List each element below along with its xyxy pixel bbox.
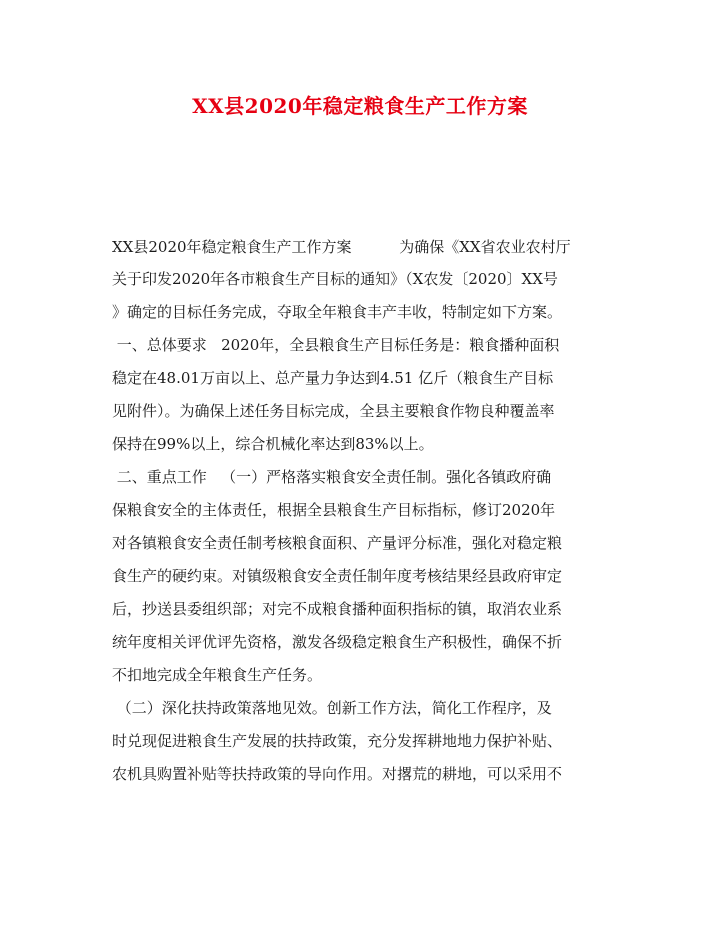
body-line: 时兑现促进粮食生产发展的扶持政策，充分发挥耕地地力保护补贴、 (112, 732, 563, 750)
document-title: XX县2020年稳定粮食生产工作方案 (192, 94, 528, 118)
body-line: 一、总体要求 2020年，全县粮食生产目标任务是：粮食播种面积 (112, 336, 560, 354)
body-line: 统年度相关评优评先资格，激发各级稳定粮食生产积极性，确保不折 (112, 633, 563, 651)
body-line: 二、重点工作 （一）严格落实粮食安全责任制。强化各镇政府确 (112, 468, 552, 486)
body-line: 农机具购置补贴等扶持政策的导向作用。对撂荒的耕地，可以采用不 (112, 765, 563, 783)
body-line: 后，抄送县委组织部；对完不成粮食播种面积指标的镇，取消农业系 (112, 600, 563, 618)
body-line: 》确定的目标任务完成，夺取全年粮食丰产丰收，特制定如下方案。 (112, 303, 563, 321)
body-line: 保持在99%以上，综合机械化率达到83%以上。 (112, 435, 434, 453)
body-line: XX县2020年稳定粮食生产工作方案 为确保《XX省农业农村厅 (112, 238, 571, 256)
body-line: 食生产的硬约束。对镇级粮食安全责任制年度考核结果经县政府审定 (112, 567, 563, 585)
body-line: 保粮食安全的主体责任，根据全县粮食生产目标指标，修订2020年 (112, 501, 556, 519)
body-line: 不扣地完成全年粮食生产任务。 (112, 666, 323, 684)
body-line: 对各镇粮食安全责任制考核粮食面积、产量评分标准，强化对稳定粮 (112, 534, 563, 552)
body-line: 稳定在48.01万亩以上、总产量力争达到4.51 亿斤（粮食生产目标 (112, 369, 554, 387)
body-line: 关于印发2020年各市粮食生产目标的通知》（X农发〔2020〕XX号 (112, 270, 558, 288)
body-line: （二）深化扶持政策落地见效。创新工作方法，简化工作程序，及 (112, 699, 552, 717)
body-line: 见附件）。为确保上述任务目标完成，全县主要粮食作物良种覆盖率 (112, 402, 555, 420)
